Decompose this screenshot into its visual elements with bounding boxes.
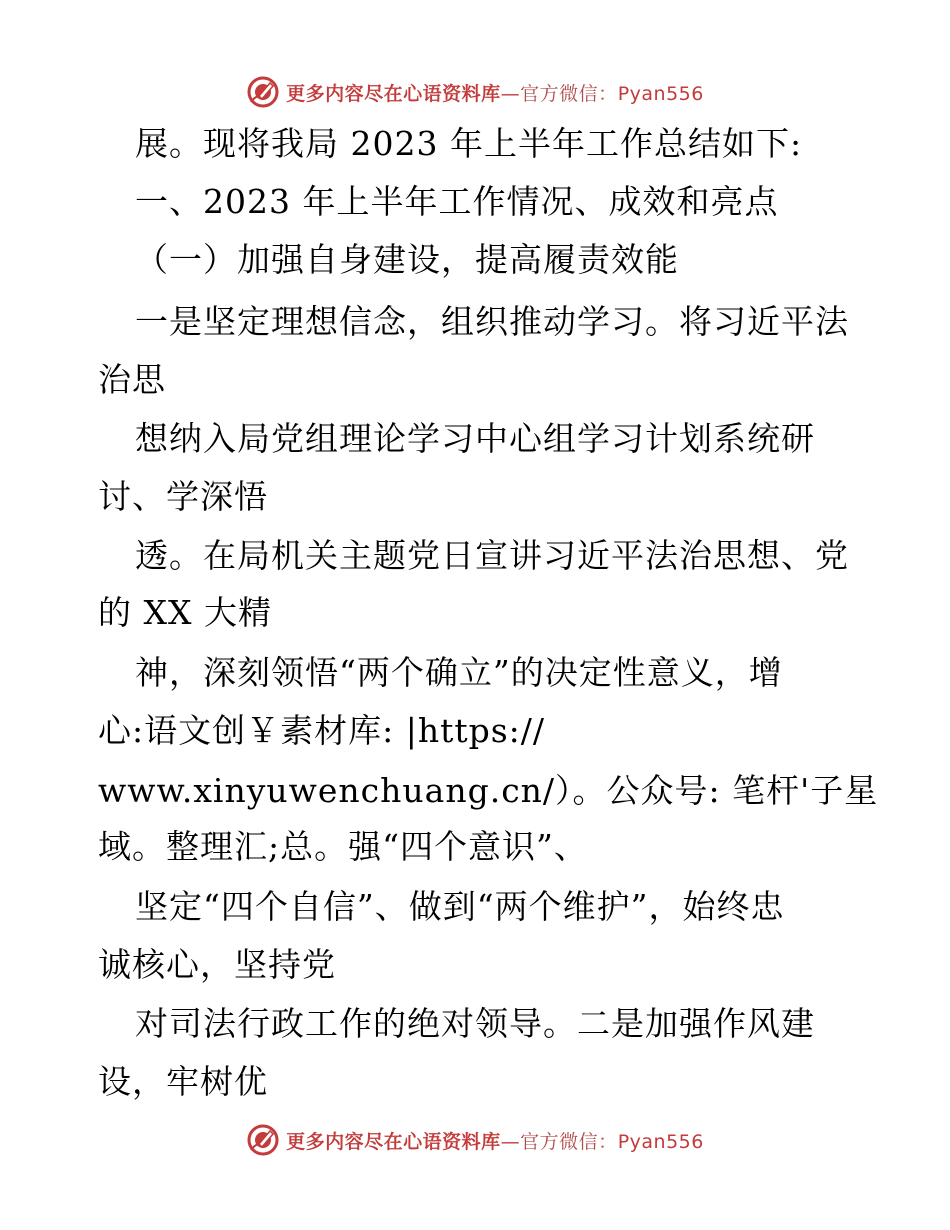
text-line: 展。现将我局 2023 年上半年工作总结如下: [135,124,803,163]
pen-nib-circle-icon [246,75,280,109]
watermark-wechat-id: Pyan556 [617,1130,704,1153]
watermark-official-label: 官方微信： [520,82,618,105]
watermark-official-label: 官方微信： [520,1130,618,1153]
watermark-text [286,1127,704,1154]
text-line: 讨、学深悟 [98,477,268,516]
text-line: 想纳入局党组理论学习中心组学习计划系统研 [135,419,815,458]
watermark-text [286,79,704,106]
pen-nib-circle-icon [246,1123,280,1157]
watermark-brand: 更多内容尽在心语资料库 [286,82,501,105]
text-line: www.xinyuwenchuang.cn/）。公众号: 笔杆'子星 [98,771,879,810]
text-line: （一）加强自身建设，提高履责效能 [135,240,679,279]
text-line: 诚核心，坚持党 [98,945,336,984]
text-line: 一是坚定理想信念，组织推动学习。将习近平法 [135,302,849,341]
header-watermark [0,72,950,112]
text-line: 对司法行政工作的绝对领导。二是加强作风建 [135,1004,815,1043]
text-line: 坚定“四个自信”、做到“两个维护”，始终忠 [135,887,785,926]
text-line: 心:语文创￥素材库: |https:// [98,711,546,750]
text-line: 透。在局机关主题党日宣讲习近平法治思想、党 [135,536,849,575]
watermark-wechat-id: Pyan556 [617,82,704,105]
watermark-brand: 更多内容尽在心语资料库 [286,1130,501,1153]
text-line: 设，牢树优 [98,1062,268,1101]
text-line: 治思 [98,360,166,399]
text-line: 的 XX 大精 [98,593,272,632]
text-line: 神，深刻领悟“两个确立”的决定性意义，增 [135,653,783,692]
watermark-dash: — [500,82,521,105]
text-line: 域。整理汇;总。强“四个意识”、 [98,827,588,866]
watermark-dash: — [500,1130,521,1153]
footer-watermark [0,1120,950,1160]
text-line: 一、2023 年上半年工作情况、成效和亮点 [135,182,779,221]
